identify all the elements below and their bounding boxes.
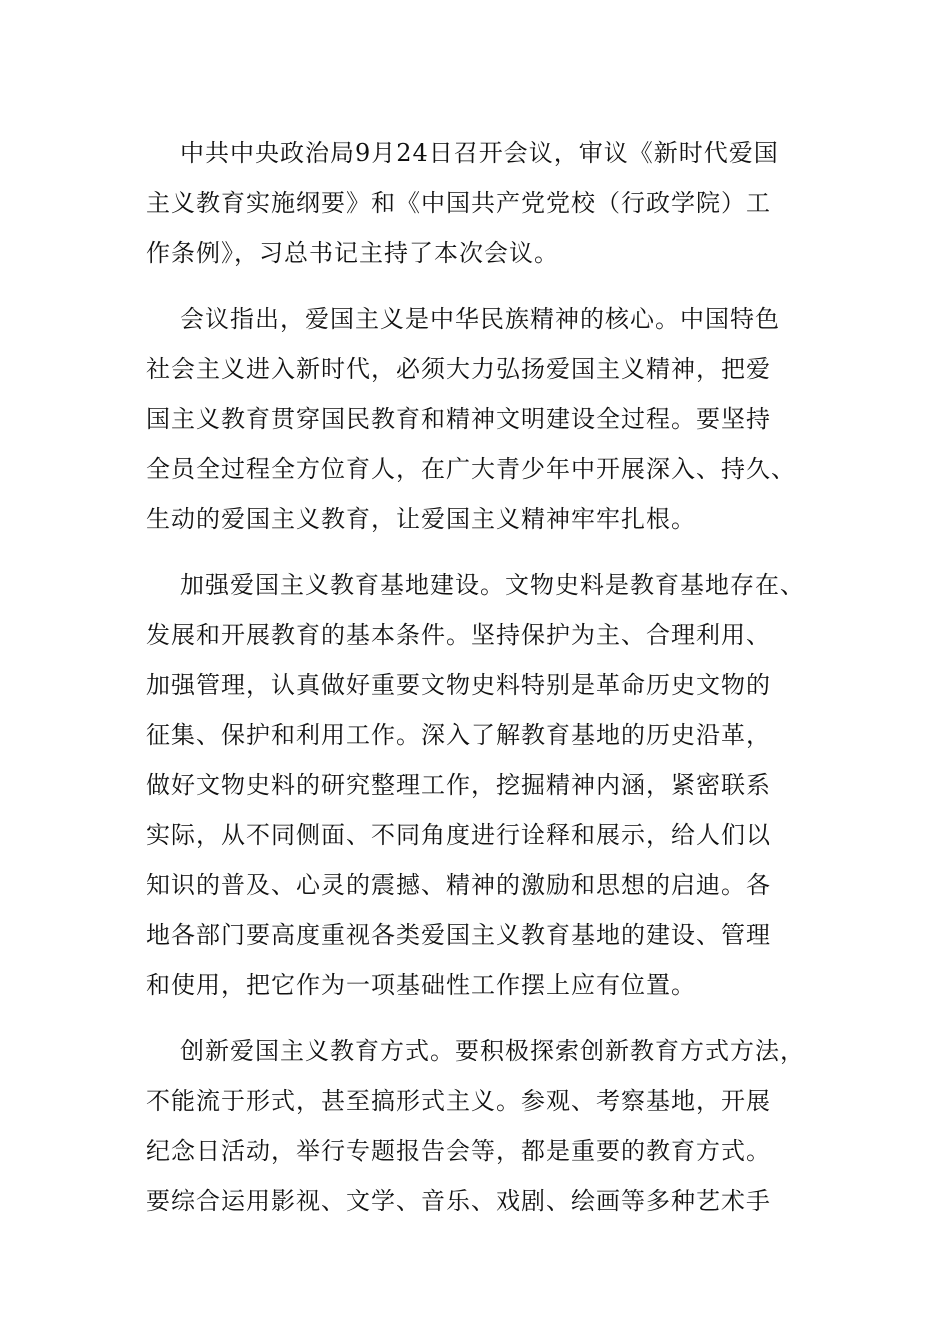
text-line: 不能流于形式，甚至搞形式主义。参观、考察基地，开展 xyxy=(146,1087,771,1115)
text-line: 中共中央政治局9月24日召开会议，审议《新时代爱国 xyxy=(180,139,779,167)
text-line: 主义教育实施纲要》和《中国共产党党校（行政学院）工 xyxy=(146,189,771,217)
text-line: 征集、保护和利用工作。深入了解教育基地的历史沿革， xyxy=(146,721,771,749)
text-line: 地各部门要高度重视各类爱国主义教育基地的建设、管理 xyxy=(146,921,771,949)
document-body xyxy=(146,128,806,1242)
text-line: 和使用，把它作为一项基础性工作摆上应有位置。 xyxy=(146,971,696,999)
text-line: 加强爱国主义教育基地建设。文物史料是教育基地存在、 xyxy=(180,571,805,599)
text-line: 会议指出，爱国主义是中华民族精神的核心。中国特色 xyxy=(180,305,780,333)
text-line: 发展和开展教育的基本条件。坚持保护为主、合理利用、 xyxy=(146,621,771,649)
text-line: 国主义教育贯穿国民教育和精神文明建设全过程。要坚持 xyxy=(146,405,771,433)
paragraph-education-methods xyxy=(146,1026,806,1226)
paragraph-education-base xyxy=(146,560,806,1010)
text-line: 加强管理，认真做好重要文物史料特别是革命历史文物的 xyxy=(146,671,771,699)
text-line: 纪念日活动，举行专题报告会等，都是重要的教育方式。 xyxy=(146,1137,771,1165)
paragraph-meeting-points xyxy=(146,294,806,544)
text-line: 要综合运用影视、文学、音乐、戏剧、绘画等多种艺术手 xyxy=(146,1187,771,1215)
text-line: 全员全过程全方位育人，在广大青少年中开展深入、持久、 xyxy=(146,455,796,483)
text-line: 做好文物史料的研究整理工作，挖掘精神内涵，紧密联系 xyxy=(146,771,771,799)
text-line: 生动的爱国主义教育，让爱国主义精神牢牢扎根。 xyxy=(146,505,696,533)
text-line: 社会主义进入新时代，必须大力弘扬爱国主义精神，把爱 xyxy=(146,355,771,383)
text-line: 实际，从不同侧面、不同角度进行诠释和展示，给人们以 xyxy=(146,821,771,849)
text-line: 作条例》，习总书记主持了本次会议。 xyxy=(146,239,559,267)
paragraph-meeting-review xyxy=(146,128,806,278)
text-line: 创新爱国主义教育方式。要积极探索创新教育方式方法， xyxy=(180,1037,805,1065)
text-line: 知识的普及、心灵的震撼、精神的激励和思想的启迪。各 xyxy=(146,871,771,899)
